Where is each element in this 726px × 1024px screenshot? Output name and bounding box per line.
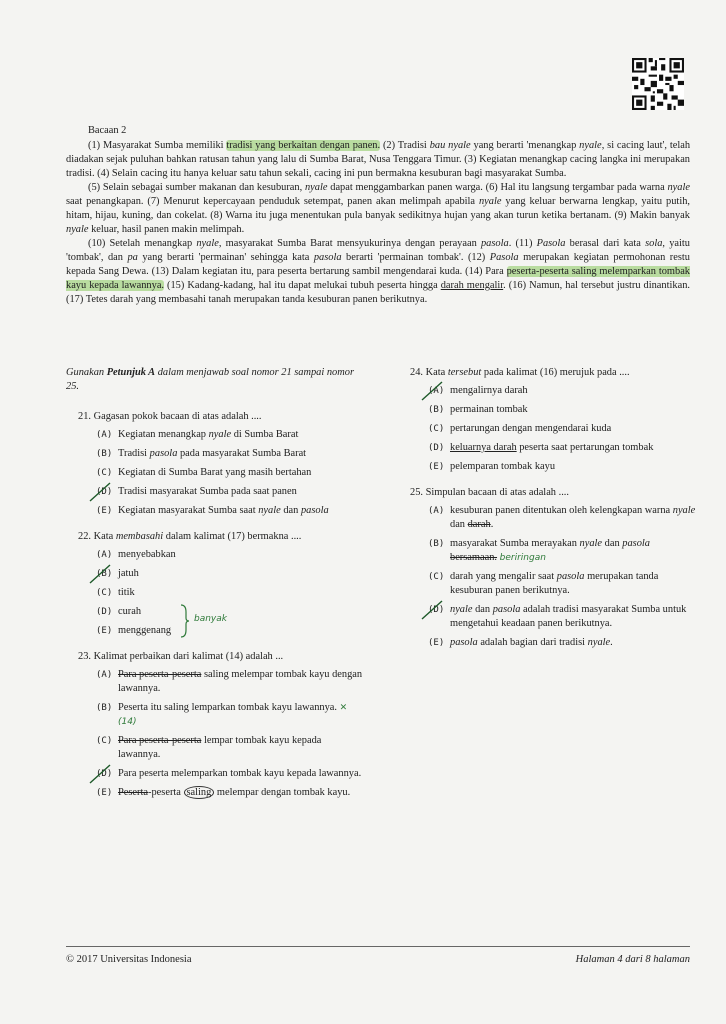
text: darah yang mengalir saat bbox=[450, 571, 557, 582]
text: dalam menjawab soal nomor 21 sampai nomor 25. bbox=[66, 367, 354, 392]
option-label: (B) bbox=[96, 703, 113, 713]
check-mark-icon bbox=[88, 479, 114, 505]
passage-paragraph-1 bbox=[66, 139, 690, 181]
text: (15) Kadang-kadang, hal itu dapat melukai tubuh peserta hingga bbox=[164, 280, 441, 291]
text: dan bbox=[450, 519, 468, 530]
copyright: © 2017 Universitas Indonesia bbox=[66, 954, 192, 965]
check-mark-icon bbox=[420, 597, 446, 623]
option-text bbox=[450, 603, 698, 631]
text: -peserta bbox=[148, 787, 184, 798]
option-label: (D) bbox=[428, 605, 445, 615]
underlined-text: darah mengalir bbox=[440, 280, 504, 291]
text: merupakan tanda kesuburan panen berikutnya. bbox=[450, 571, 659, 596]
text: yang keluar berwarna lengkap, yaitu putih, hitam, hijau, kuning, dan cokelat. (8) Warna itu juga menentukan pula banyak sedikitnya hujan yang akan turun ketika bertanam. (9) Makin banyak bbox=[66, 196, 691, 221]
question-text bbox=[410, 366, 698, 380]
italic-term: membasahi bbox=[115, 531, 164, 542]
question-24 bbox=[398, 366, 698, 474]
option-text: Kegiatan di Sumba Barat yang masih bertahan bbox=[118, 467, 312, 478]
italic-term: nyale bbox=[478, 196, 502, 207]
question-22 bbox=[66, 530, 366, 638]
option-label: (C) bbox=[428, 424, 445, 434]
option-b[interactable] bbox=[428, 403, 698, 417]
option-e[interactable] bbox=[428, 460, 698, 474]
question-23 bbox=[66, 650, 366, 800]
option-label: (C) bbox=[96, 588, 113, 598]
question-25 bbox=[398, 486, 698, 650]
text: saat penangkapan. (7) Menurut kepercayaan penduduk setempat, panen akan melimpah apabila bbox=[66, 196, 479, 207]
option-text bbox=[118, 447, 366, 461]
circled-text: saling bbox=[184, 786, 215, 799]
option-b[interactable] bbox=[428, 537, 698, 565]
option-d[interactable] bbox=[428, 603, 698, 631]
text: melempar dengan tombak kayu. bbox=[214, 787, 351, 798]
highlighted-text: tradisi yang berkaitan dengan panen. bbox=[226, 140, 381, 151]
option-a[interactable] bbox=[96, 548, 366, 562]
text: yang berarti 'menangkap bbox=[470, 140, 580, 151]
struck-text: Para peserta-peserta bbox=[118, 669, 202, 680]
option-d[interactable] bbox=[96, 767, 366, 781]
text: Peserta itu saling lemparkan tombak kayu lawannya. bbox=[118, 702, 338, 713]
question-text: 21. Gagasan pokok bacaan di atas adalah .... bbox=[78, 411, 262, 422]
italic-term: nyale bbox=[587, 637, 611, 648]
option-text: kesuburan panen ditentukan oleh kelengkapan warna nyale dan darah. bbox=[450, 505, 696, 530]
text: kesuburan panen ditentukan oleh kelengkapan warna bbox=[450, 505, 673, 516]
option-e[interactable] bbox=[96, 624, 366, 638]
italic-term: nyale bbox=[579, 538, 603, 549]
option-c[interactable] bbox=[96, 734, 366, 762]
option-a[interactable] bbox=[428, 504, 698, 532]
italic-term: pasola bbox=[480, 238, 509, 249]
text: saling melempar tombak kayu dengan lawannya. bbox=[118, 669, 363, 694]
option-label: (A) bbox=[96, 430, 113, 440]
italic-term: pasola bbox=[313, 252, 342, 263]
option-b[interactable] bbox=[96, 567, 366, 581]
option-label: (E) bbox=[96, 626, 113, 636]
option-text: titik bbox=[118, 587, 135, 598]
option-b[interactable] bbox=[96, 447, 366, 461]
option-d[interactable] bbox=[96, 605, 366, 619]
text: yang berarti 'permainan' sehingga kata bbox=[137, 252, 314, 263]
text: pada kalimat (16) merujuk pada .... bbox=[481, 367, 630, 378]
italic-term: tersebut bbox=[447, 367, 482, 378]
text: (10) Setelah menangkap bbox=[88, 238, 197, 249]
option-text bbox=[450, 636, 698, 650]
passage-paragraph-3 bbox=[66, 237, 690, 307]
text: dan bbox=[472, 604, 493, 615]
option-text bbox=[450, 570, 698, 598]
option-label: (E) bbox=[428, 638, 445, 648]
italic-term: pasola bbox=[492, 604, 521, 615]
option-d[interactable] bbox=[428, 441, 698, 455]
option-text: pertarungan dengan mengendarai kuda bbox=[450, 423, 612, 434]
option-text bbox=[118, 734, 366, 762]
option-c[interactable] bbox=[96, 466, 366, 480]
option-e[interactable] bbox=[96, 504, 366, 518]
text: (2) Tradisi bbox=[380, 140, 430, 151]
text: pada masyarakat Sumba Barat bbox=[177, 448, 307, 459]
underlined-text: keluarnya darah bbox=[450, 442, 517, 453]
option-d[interactable] bbox=[96, 485, 366, 499]
bold-text: Petunjuk A bbox=[106, 367, 156, 378]
text: , yaitu 'tombak', dan bbox=[66, 238, 690, 263]
right-column bbox=[398, 366, 698, 662]
check-mark-icon bbox=[88, 761, 114, 787]
option-label: (B) bbox=[96, 449, 113, 459]
highlighted-text: peserta-peserta saling melemparkan tombak kayu kepada lawannya. bbox=[66, 266, 690, 291]
option-e[interactable] bbox=[96, 786, 366, 800]
option-label: (C) bbox=[96, 468, 113, 478]
text: Kegiatan masyarakat Sumba saat bbox=[118, 505, 259, 516]
option-text: jatuh bbox=[118, 568, 139, 579]
text: dan bbox=[280, 505, 301, 516]
option-label: (D) bbox=[96, 487, 113, 497]
option-c[interactable] bbox=[96, 586, 366, 600]
text: berasal dari kata bbox=[565, 238, 646, 249]
italic-term: nyale bbox=[579, 140, 602, 151]
handwritten-note: beriringan bbox=[499, 553, 546, 563]
option-label: (E) bbox=[428, 462, 445, 472]
italic-term: pasola bbox=[300, 505, 329, 516]
text: berarti 'permainan tombak'. (12) bbox=[341, 252, 490, 263]
italic-term: Pasola bbox=[489, 252, 519, 263]
option-text bbox=[450, 537, 698, 565]
option-text: curah bbox=[118, 606, 142, 617]
check-mark-icon bbox=[420, 378, 446, 404]
text: dalam kalimat (17) bermakna .... bbox=[163, 531, 302, 542]
option-label: (D) bbox=[96, 607, 113, 617]
option-text: Tradisi masyarakat Sumba pada saat panen bbox=[118, 486, 297, 497]
italic-term: pasola bbox=[556, 571, 585, 582]
option-text bbox=[118, 428, 366, 442]
text: merupakan kegiatan permohonan restu kepada Sang Dewa. (13) Dalam kegiatan itu, para peserta bertarung sambil mengendarai kuda. (14) Para bbox=[66, 252, 690, 277]
option-a[interactable] bbox=[96, 668, 366, 696]
option-label: (A) bbox=[428, 506, 445, 516]
option-c[interactable] bbox=[428, 422, 698, 436]
passage-paragraph-2 bbox=[66, 181, 690, 237]
italic-term: pa bbox=[127, 252, 138, 263]
text: adalah bagian dari tradisi bbox=[477, 637, 588, 648]
text: 24. Kata bbox=[410, 367, 448, 378]
check-mark-icon bbox=[88, 561, 114, 587]
option-label: (A) bbox=[428, 386, 445, 396]
text: dapat menggambarkan panen warga. (6) Hal itu langsung tergambar pada warna bbox=[327, 182, 668, 193]
text: keluar, hasil panen makin melimpah. bbox=[88, 224, 245, 235]
italic-term: nyale bbox=[258, 505, 281, 516]
option-text bbox=[118, 701, 366, 729]
text: Kegiatan menangkap bbox=[118, 429, 209, 440]
passage-title: Bacaan 2 bbox=[88, 125, 127, 136]
option-label: (D) bbox=[96, 769, 113, 779]
text: di Sumba Barat bbox=[231, 429, 299, 440]
text: dan bbox=[602, 538, 623, 549]
italic-term: pasola bbox=[622, 538, 650, 549]
italic-term: nyale bbox=[667, 182, 690, 193]
option-label: (E) bbox=[96, 506, 113, 516]
struck-text: Peserta bbox=[118, 787, 149, 798]
option-text bbox=[118, 786, 366, 800]
italic-term: pasola bbox=[450, 637, 478, 648]
question-text: 23. Kalimat perbaikan dari kalimat (14) adalah ... bbox=[78, 651, 284, 662]
option-text: permainan tombak bbox=[450, 404, 528, 415]
text: . bbox=[610, 637, 613, 648]
struck-text: Para peserta-peserta bbox=[118, 735, 202, 746]
text: , masyarakat Sumba Barat mensyukurinya dengan perayaan bbox=[218, 238, 481, 249]
question-text: 25. Simpulan bacaan di atas adalah .... bbox=[410, 487, 569, 498]
italic-term: sola bbox=[645, 238, 663, 249]
option-label: (E) bbox=[96, 788, 113, 798]
struck-text: bersamaan. bbox=[450, 552, 498, 563]
text: (5) Selain sebagai sumber makanan dan kesuburan, bbox=[88, 182, 305, 193]
italic-term: pasola bbox=[149, 448, 178, 459]
italic-term: nyale bbox=[450, 604, 473, 615]
page-footer bbox=[66, 946, 690, 967]
option-c[interactable] bbox=[428, 570, 698, 598]
option-label: (C) bbox=[96, 736, 113, 746]
option-label: (B) bbox=[96, 569, 113, 579]
text: peserta saat pertarungan tombak bbox=[516, 442, 654, 453]
italic-term: bau nyale bbox=[429, 140, 471, 151]
option-b[interactable] bbox=[96, 701, 366, 729]
italic-term: nyale bbox=[208, 429, 232, 440]
option-label: (B) bbox=[428, 539, 445, 549]
option-text: menyebabkan bbox=[118, 549, 176, 560]
instruction bbox=[66, 366, 366, 394]
option-a[interactable] bbox=[428, 384, 698, 398]
text: (1) Masyarakat Sumba memiliki bbox=[88, 140, 227, 151]
option-label: (A) bbox=[96, 550, 113, 560]
reading-passage bbox=[66, 124, 690, 307]
text: , si cacing laut', telah diadakan sejak puluhan bahkan ratusan tahun yang lalu di Sumba Barat, Nusa Tenggara Timur. (3) Kegiatan menangkap cacing langka ini merupakan tradisi. (4) Selain cacing itu hanya keluar satu tahun sekali, cacing ini pun bermakna kesuburan bagi masyarakat Sumba. bbox=[66, 140, 691, 179]
struck-text: darah bbox=[467, 519, 491, 530]
text: Gunakan bbox=[66, 367, 107, 378]
option-text bbox=[118, 668, 366, 696]
brace-icon bbox=[180, 604, 190, 638]
italic-term: nyale bbox=[196, 238, 219, 249]
text: 22. Kata bbox=[78, 531, 116, 542]
text: Tradisi bbox=[118, 448, 150, 459]
text: adalah tradisi masyarakat Sumba untuk mengetahui keadaan panen berikutnya. bbox=[450, 604, 687, 629]
option-text bbox=[118, 504, 366, 518]
qr-code bbox=[632, 58, 684, 110]
left-column bbox=[66, 366, 366, 812]
handwritten-note: ✕ (14) bbox=[118, 703, 348, 727]
italic-term: nyale bbox=[304, 182, 328, 193]
text: masyarakat Sumba merayakan bbox=[450, 538, 580, 549]
italic-term: nyale bbox=[66, 224, 89, 235]
option-text: mengalirnya darah bbox=[450, 385, 528, 396]
text: lempar tombak kayu kepada lawannya. bbox=[118, 735, 322, 760]
question-21 bbox=[66, 410, 366, 518]
option-text bbox=[450, 441, 698, 455]
italic-term: Pasola bbox=[536, 238, 566, 249]
handwritten-note: banyak bbox=[194, 614, 227, 624]
text: . (11) bbox=[508, 238, 537, 249]
option-label: (A) bbox=[96, 670, 113, 680]
option-label: (D) bbox=[428, 443, 445, 453]
text: . (16) Namun, hal tersebut justru dinantikan. (17) Tetes darah yang membasahi tanah merupakan tanda kesuburan panen berikutnya. bbox=[66, 280, 690, 305]
option-text: menggenang bbox=[118, 625, 172, 636]
option-e[interactable] bbox=[428, 636, 698, 650]
question-text bbox=[78, 530, 366, 544]
option-label: (B) bbox=[428, 405, 445, 415]
option-label: (C) bbox=[428, 572, 445, 582]
option-text: Para peserta melemparkan tombak kayu kepada lawannya. bbox=[118, 768, 362, 779]
option-text: pelemparan tombak kayu bbox=[450, 461, 556, 472]
italic-term: nyale bbox=[672, 505, 696, 516]
option-a[interactable] bbox=[96, 428, 366, 442]
page-number: Halaman 4 dari 8 halaman bbox=[575, 954, 690, 965]
